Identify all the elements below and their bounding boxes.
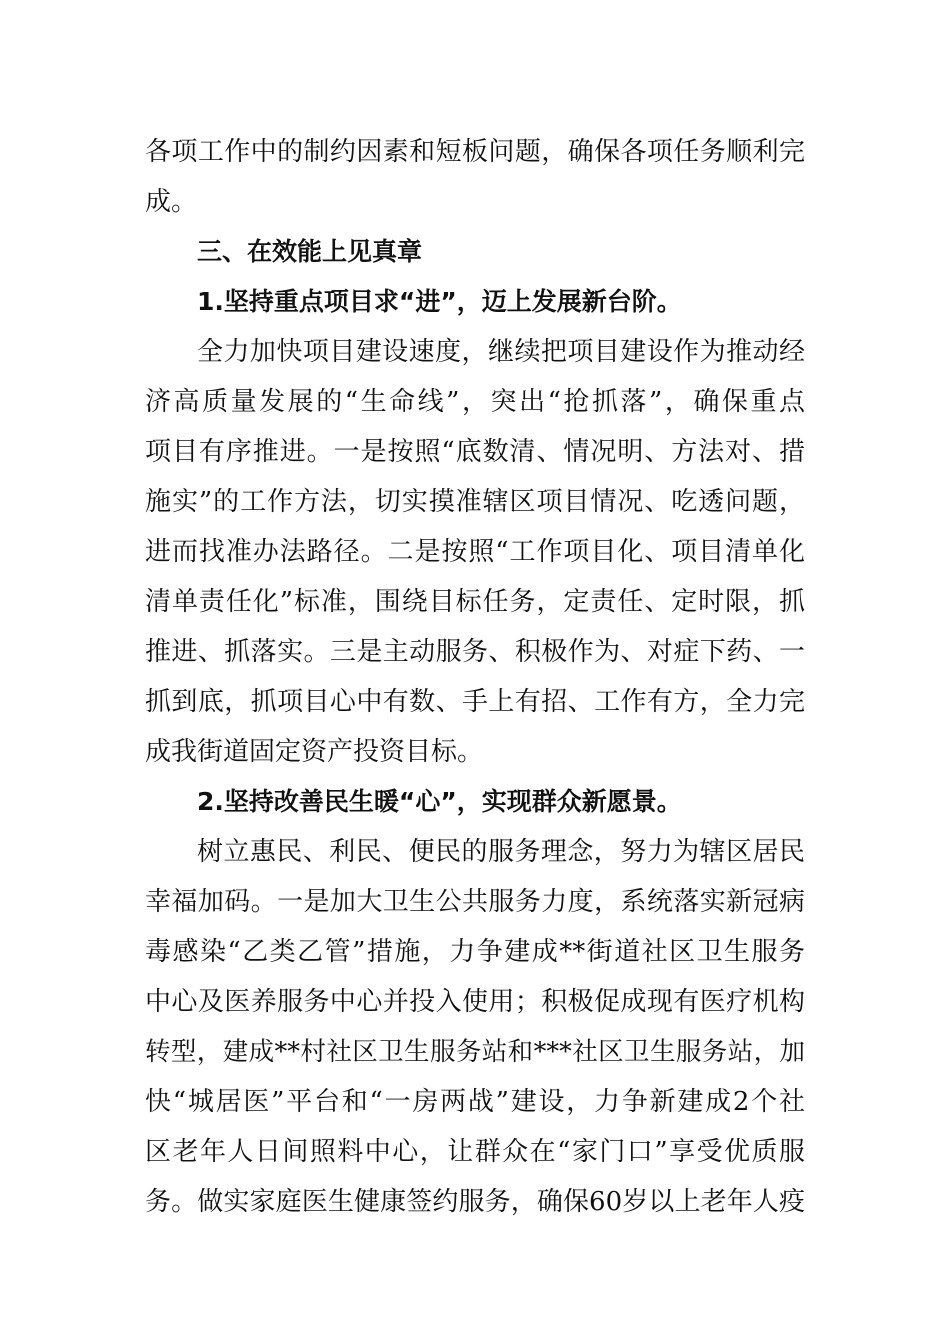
body-text-line: 抓到底，抓项目心中有数、手上有招、工作有方，全力完 [145,687,805,717]
body-text-line: 施实”的工作方法，切实摸准辖区项目情况、吃透问题， [145,487,805,517]
body-text-line: 成。 [145,187,198,217]
subsection-heading: 1.坚持重点项目求“进”，迈上发展新台阶。 [197,287,682,316]
body-text-line: 项目有序推进。一是按照“底数清、情况明、方法对、措 [145,437,805,467]
body-text-line: 中心及医养服务中心并投入使用；积极促成现有医疗机构 [145,987,805,1017]
body-text-line: 转型，建成**村社区卫生服务站和***社区卫生服务站，加 [145,1037,805,1067]
body-text-line: 推进、抓落实。三是主动服务、积极作为、对症下药、一 [145,637,805,667]
body-text-line: 成我街道固定资产投资目标。 [145,737,484,767]
body-text-line: 进而找准办法路径。二是按照“工作项目化、项目清单化 [145,537,805,567]
body-text-line: 清单责任化”标准，围绕目标任务，定责任、定时限，抓 [145,587,805,617]
body-text-line: 快“城居医”平台和“一房两战”建设，力争新建成2个社 [145,1087,805,1117]
body-text-line: 务。做实家庭医生健康签约服务，确保60岁以上老年人疫 [145,1187,805,1217]
body-text-line: 各项工作中的制约因素和短板问题，确保各项任务顺利完 [145,137,805,167]
body-text-line: 树立惠民、利民、便民的服务理念，努力为辖区居民 [197,837,805,867]
body-text-line: 幸福加码。一是加大卫生公共服务力度，系统落实新冠病 [145,887,805,917]
body-text-line: 全力加快项目建设速度，继续把项目建设作为推动经 [197,337,805,367]
section-heading: 三、在效能上见真章 [197,237,423,266]
body-text-line: 毒感染“乙类乙管”措施，力争建成**街道社区卫生服务 [145,937,805,967]
body-text-line: 区老年人日间照料中心，让群众在“家门口”享受优质服 [145,1137,805,1167]
body-text-line: 济高质量发展的“生命线”，突出“抢抓落”，确保重点 [145,387,805,417]
subsection-heading: 2.坚持改善民生暖“心”，实现群众新愿景。 [197,787,682,816]
